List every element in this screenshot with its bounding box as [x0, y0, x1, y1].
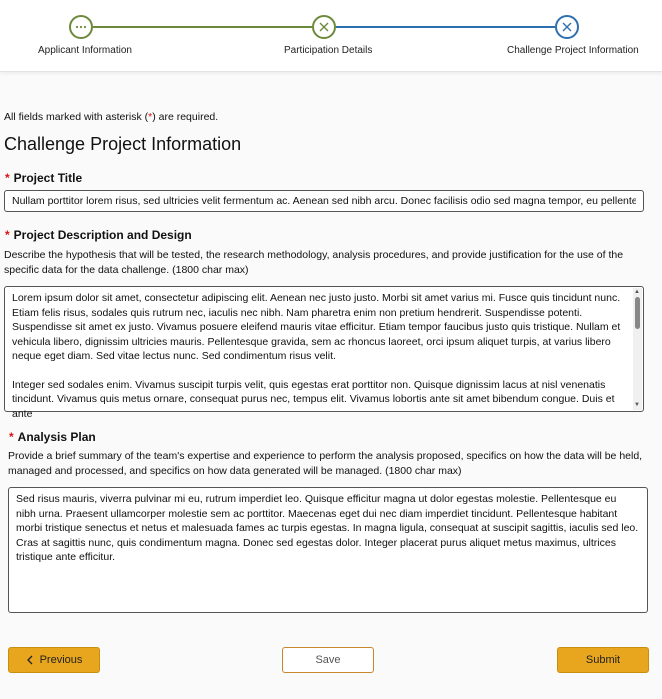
- step-connector: [93, 26, 312, 28]
- step-label: Applicant Information: [38, 45, 132, 56]
- analysis-plan-textarea[interactable]: [8, 487, 648, 613]
- required-asterisk: *: [5, 171, 10, 185]
- save-button[interactable]: [282, 647, 374, 673]
- close-icon: [561, 21, 573, 33]
- project-title-label: * Project Title: [5, 171, 83, 185]
- project-title-input[interactable]: [4, 190, 644, 212]
- save-button-label: Save: [315, 654, 341, 666]
- form-content: [0, 73, 662, 699]
- previous-button[interactable]: [8, 647, 100, 673]
- scroll-up-icon[interactable]: ▲: [634, 289, 640, 295]
- scrollbar-thumb[interactable]: [635, 297, 640, 329]
- textarea-paragraph: Lorem ipsum dolor sit amet, consectetur adipiscing elit. Aenean nec justo justo. Morbi sit amet varius mi. Fusce quis tincidunt nunc. Etiam felis risus, sodales quis rutrum nec, iaculis nec nibh. Nam pharetra enim non pretium hendrerit. Suspendisse potenti. Suspendisse sit amet ex justo. Vivamus posuere eleifend mauris vitae efficitur. Etiam tempor faucibus justo quis tristique. Nullam et vehicula libero, dignissim ultricies mauris. Pellentesque gravida, sem ac rhoncus laoreet, orci ipsum aliquet turpis, at varius libero neque eget diam. Sed vitae lectus nunc. Sed condimentum risus velit.: [12, 292, 621, 362]
- previous-button-label: Previous: [39, 654, 83, 666]
- textarea-paragraph: Integer sed sodales enim. Vivamus suscipit turpis velit, quis egestas erat porttitor non. Quisque dignissim lacus at nisl venenatis tincidunt. Vivamus quis metus ornare, consequat purus nec, tempus elit. Vivamus lobortis ante sit amet bibendum congue. Duis et ante: [12, 378, 615, 420]
- required-asterisk: *: [5, 228, 10, 242]
- step-challenge-project-information[interactable]: [555, 15, 579, 39]
- step-applicant-information[interactable]: [69, 15, 93, 39]
- project-description-help: Describe the hypothesis that will be tested, the research methodology, analysis procedures, and provide justification for the use of the specific data for the data challenge. (1800 char max): [4, 249, 624, 276]
- chevron-left-icon: [26, 655, 34, 665]
- step-connector: [336, 26, 555, 28]
- required-asterisk: *: [9, 430, 14, 444]
- textarea-scrollbar[interactable]: [633, 288, 642, 410]
- progress-stepper: [0, 0, 662, 72]
- submit-button-label: Submit: [585, 654, 621, 666]
- required-fields-note: All fields marked with asterisk (*) are required.: [4, 111, 219, 123]
- step-label: Challenge Project Information: [507, 45, 639, 56]
- analysis-plan-label: * Analysis Plan: [9, 430, 96, 444]
- project-description-label: * Project Description and Design: [5, 228, 192, 242]
- textarea-paragraph: Sed risus mauris, viverra pulvinar mi eu, rutrum imperdiet leo. Quisque efficitur magna ut dolor egestas molestie. Pellentesque eu nibh urna. Praesent ullamcorper molestie sem ac porttitor. Maecenas eget dui nec diam imperdiet tincidunt. Pellentesque habitant morbi tristique senectus et netus et malesuada fames ac turpis egestas. In magna ligula, consequat at suscipit sagittis, iaculis sed leo. Cras at sagittis nunc, quis condimentum magna. Donec sed egestas dolor. Integer placerat purus aliquet metus maximus, ultrices tristique ante efficitur.: [16, 493, 639, 563]
- scroll-down-icon[interactable]: ▼: [634, 402, 640, 408]
- submit-button[interactable]: [557, 647, 649, 673]
- page-title: Challenge Project Information: [4, 134, 242, 154]
- step-label: Participation Details: [284, 45, 373, 56]
- project-description-textarea[interactable]: [4, 286, 644, 420]
- close-icon: [318, 21, 330, 33]
- analysis-plan-help: Provide a brief summary of the team's expertise and experience to perform the analysis proposed, specifics on how the data will be held, managed and processed, and specifics on how data generated will be managed. (1800 char max): [8, 450, 643, 477]
- step-participation-details[interactable]: [312, 15, 336, 39]
- ellipsis-icon: [74, 20, 88, 34]
